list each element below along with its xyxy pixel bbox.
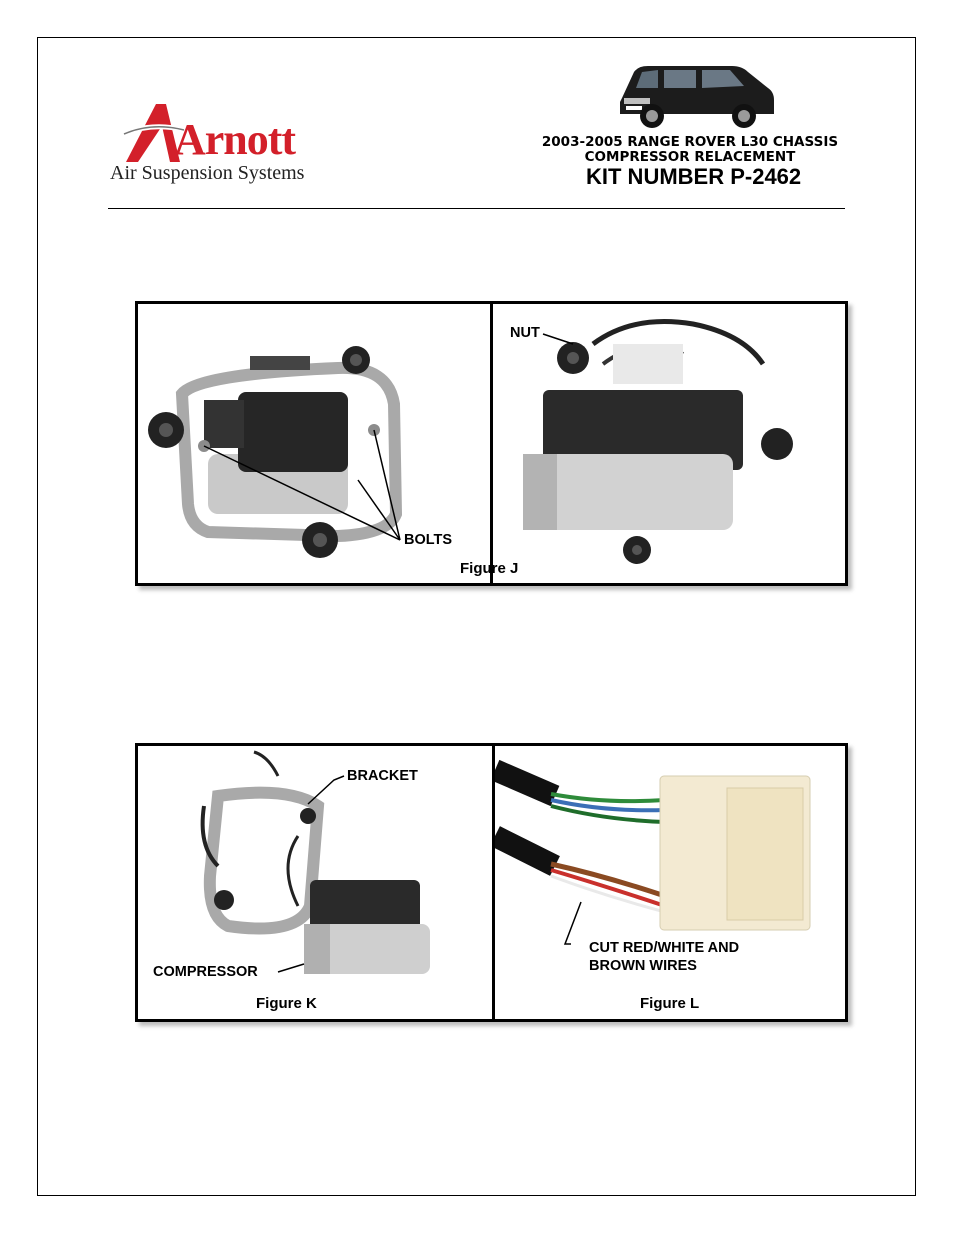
arnott-logo	[110, 100, 312, 190]
range-rover-photo	[612, 58, 780, 132]
bracket-label: BRACKET	[347, 768, 418, 784]
nut-label: NUT	[510, 325, 540, 341]
page-border	[37, 37, 916, 1196]
bolts-label: BOLTS	[404, 532, 453, 548]
kit-number: KIT NUMBER P-2462	[586, 164, 802, 189]
figure-l-caption: Figure L	[640, 995, 700, 1012]
header-title-line1: 2003-2005 RANGE ROVER L30 CHASSIS	[541, 134, 839, 150]
cut-wires-label-line1: CUT RED/WHITE AND	[589, 940, 740, 956]
header-title-line2: COMPRESSOR RELACEMENT	[584, 149, 796, 165]
figure-j-right-photo	[493, 304, 845, 583]
header-rule	[108, 208, 845, 209]
cut-wires-label-line2: BROWN WIRES	[589, 958, 697, 974]
figure-j-caption: Figure J	[460, 560, 519, 577]
figure-l-photo	[495, 746, 845, 1019]
compressor-label: COMPRESSOR	[153, 964, 258, 980]
figure-k-caption: Figure K	[256, 995, 317, 1012]
logo-wordmark: Arnott	[174, 115, 296, 164]
figure-kl-panel	[135, 743, 848, 1022]
logo-tagline: Air Suspension Systems	[110, 162, 305, 184]
figure-j-panel	[135, 301, 848, 586]
